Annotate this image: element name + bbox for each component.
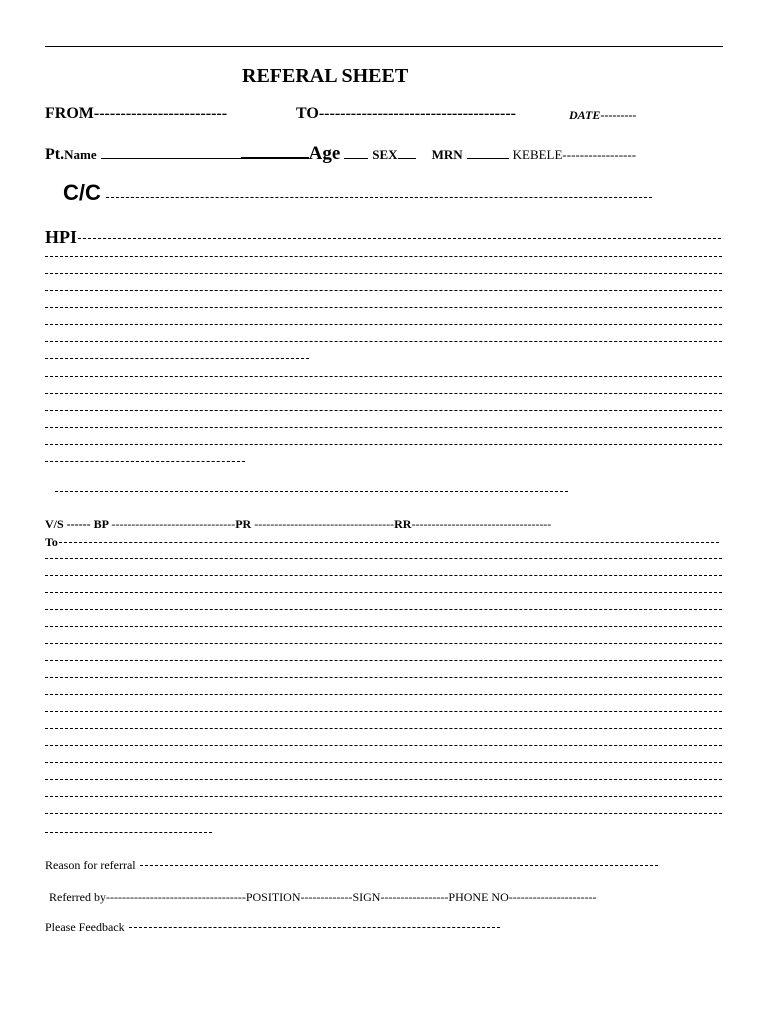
hpi-line [45, 307, 722, 308]
referred-row [49, 891, 597, 903]
name-label: Name [64, 147, 97, 162]
note-line [45, 626, 722, 627]
pr-label: PR [235, 517, 252, 531]
hpi-line [45, 256, 722, 257]
patient-row [45, 144, 636, 163]
note-line [45, 643, 722, 644]
hpi-line [45, 324, 722, 325]
pt-label: Pt. [45, 146, 65, 163]
note-line [45, 813, 722, 814]
page-title: REFERAL SHEET [242, 65, 409, 87]
phone-field: PHONE NO---------------------- [448, 890, 597, 904]
mrn-blank [467, 157, 509, 159]
top-rule [45, 46, 723, 47]
age-blank [344, 157, 368, 159]
name-blank-bold [241, 156, 309, 159]
hpi-line [78, 238, 721, 239]
hpi-line [45, 290, 722, 291]
hpi-label: HPI [45, 227, 78, 247]
hpi-line [45, 341, 722, 342]
note-line [45, 762, 722, 763]
note-line [45, 575, 722, 576]
hpi-line [45, 444, 722, 445]
note-line [45, 592, 722, 593]
hpi-line [45, 461, 245, 462]
hpi-line [45, 427, 722, 428]
date-dashes: --------- [600, 108, 637, 122]
vs-label: V/S ------ [45, 517, 91, 531]
mrn-label: MRN [431, 147, 463, 162]
date-field [569, 109, 636, 121]
age-label: Age [308, 143, 341, 164]
hpi-line [45, 358, 309, 359]
position-field: POSITION------------- [245, 890, 353, 904]
separator-line [55, 491, 568, 492]
cc-line [106, 197, 652, 198]
note-line [45, 609, 722, 610]
note-line [45, 779, 722, 780]
note-line [45, 694, 722, 695]
note-line [45, 745, 722, 746]
feedback-line [129, 927, 500, 928]
rr-dashes: ----------------------------------- [411, 517, 552, 531]
hpi-line [45, 410, 722, 411]
note-line [45, 660, 722, 661]
feedback-label: Please Feedback [45, 920, 125, 934]
note-line [45, 558, 722, 559]
to-field: TO------------------------------------- [296, 105, 516, 122]
note-line [45, 832, 212, 833]
kebele-field: KEBELE----------------- [512, 147, 637, 162]
bp-dashes: ------------------------------- [111, 517, 236, 531]
hpi-line [45, 393, 722, 394]
hpi-line [45, 273, 722, 274]
sign-field: SIGN----------------- [352, 890, 449, 904]
reason-line [140, 865, 658, 866]
vitals-row [45, 518, 551, 530]
from-field: FROM------------------------- [45, 105, 228, 122]
hpi-line [45, 376, 722, 377]
to-label: To [45, 535, 58, 549]
sex-label: SEX [372, 147, 398, 162]
to-line [59, 542, 719, 543]
note-line [45, 711, 722, 712]
date-label: DATE [569, 108, 601, 122]
referred-by-field: Referred by----------------------------------- [49, 890, 246, 904]
sex-blank [398, 157, 416, 159]
reason-label: Reason for referral [45, 858, 136, 872]
note-line [45, 677, 722, 678]
name-blank [101, 157, 241, 159]
cc-label: C/C [63, 180, 101, 205]
bp-label: BP [93, 517, 109, 531]
note-line [45, 728, 722, 729]
rr-label: RR [394, 517, 412, 531]
note-line [45, 796, 722, 797]
pr-dashes: ----------------------------------- [254, 517, 395, 531]
